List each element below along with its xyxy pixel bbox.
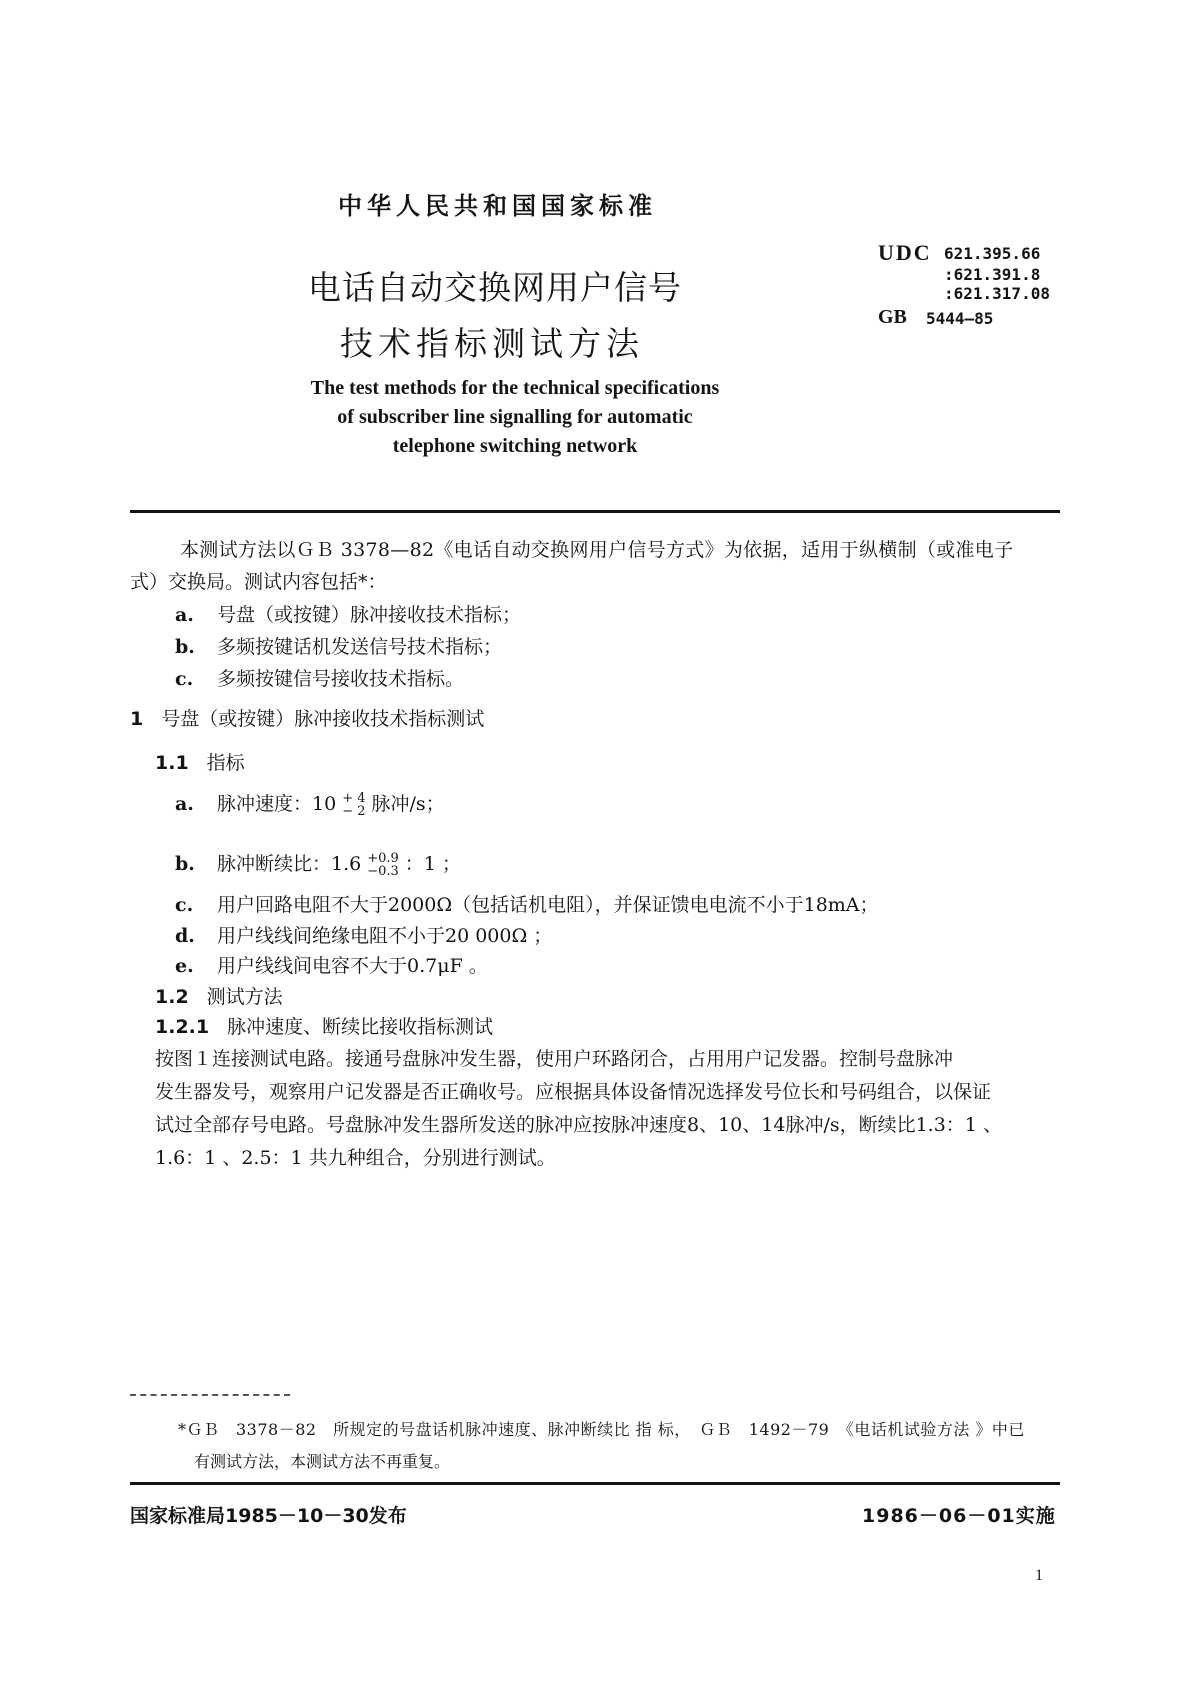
item-label: c.	[175, 894, 194, 916]
tolerance	[367, 852, 399, 878]
footer-divider	[130, 1482, 1060, 1485]
spec-capacitance	[175, 957, 488, 976]
udc-label: UDC	[878, 240, 932, 265]
effective-date: 1986－06－01实施	[862, 1505, 1056, 1527]
spec-pulse-speed	[175, 792, 445, 818]
item-label: c.	[175, 668, 194, 690]
section-title: 指标	[206, 752, 245, 774]
section-1-1-heading	[155, 748, 245, 775]
item-text: 多频按键信号接收技术指标。	[217, 668, 465, 690]
spec-insulation	[175, 927, 552, 946]
spec-prefix: 脉冲速度：10	[217, 793, 337, 815]
item-label: b.	[175, 853, 195, 875]
footnote-line2: 有测试方法，本测试方法不再重复。	[194, 1452, 451, 1471]
paragraph-line: 1.6：1 、2.5：1 共九种组合，分别进行测试。	[155, 1147, 556, 1169]
spec-prefix: 脉冲断续比：1.6	[217, 853, 362, 875]
section-1-2-1-heading	[155, 1012, 493, 1039]
spec-text: 用户线线间电容不大于0.7μF 。	[217, 955, 488, 977]
page-number: 1	[1035, 1567, 1043, 1584]
scope-item	[175, 606, 521, 625]
spec-text: 用户线线间绝缘电阻不小于20 000Ω ；	[217, 925, 553, 947]
item-label: d.	[175, 925, 195, 947]
section-number: 1.2	[155, 986, 189, 1008]
spec-loop-resistance	[175, 896, 879, 915]
tolerance-upper: +0.9	[367, 851, 399, 866]
gb-label: GB	[878, 306, 907, 328]
item-label: a.	[175, 604, 194, 626]
item-label: e.	[175, 955, 194, 977]
footnote-line1: *ＧＢ 3378－82 所规定的号盘话机脉冲速度、脉冲断续比 指 标， ＧＢ 1492－79 《电话机试验方法 》中已	[178, 1420, 1025, 1439]
title-cn-line2: 技术指标测试方法	[340, 324, 644, 363]
title-en-line2: of subscriber line signalling for automatic	[337, 406, 693, 428]
section-1-2-heading	[155, 982, 283, 1009]
spec-suffix: ：1 ；	[404, 853, 461, 875]
title-en-line3: telephone switching network	[392, 435, 638, 457]
header-divider	[130, 510, 1060, 513]
item-label: b.	[175, 636, 195, 658]
section-1-heading	[130, 704, 484, 731]
scope-item	[175, 638, 502, 657]
spec-break-ratio	[175, 852, 461, 878]
title-cn-line1: 电话自动交换网用户信号	[308, 268, 682, 307]
section-title: 号盘（或按键）脉冲接收技术指标测试	[161, 708, 485, 730]
udc-code: :621.391.8	[944, 265, 1041, 284]
tolerance-lower: −0.3	[367, 864, 399, 879]
intro-line2: 式）交换局。测试内容包括*：	[130, 571, 387, 593]
intro-line1: 本测试方法以ＧＢ 3378—82《电话自动交换网用户信号方式》为依据，适用于纵横制（或准电子	[180, 539, 1014, 561]
title-en-line1: The test methods for the technical specifications	[310, 377, 720, 399]
tolerance-lower: − 2	[342, 804, 366, 819]
paragraph-line: 按图１连接测试电路。接通号盘脉冲发生器，使用户环路闭合，占用用户记发器。控制号盘脉冲	[155, 1048, 954, 1070]
gb-number: 5444—85	[926, 309, 994, 328]
item-text: 号盘（或按键）脉冲接收技术指标；	[217, 604, 522, 626]
tolerance-upper: + 4	[342, 791, 366, 806]
section-number: 1.2.1	[155, 1016, 210, 1038]
national-standard-heading: 中华人民共和国国家标准	[338, 192, 657, 220]
item-text: 多频按键话机发送信号技术指标；	[217, 636, 503, 658]
paragraph-line: 试过全部存号电路。号盘脉冲发生器所发送的脉冲应按脉冲速度8、10、14脉冲/s，断续比1.3：1 、	[155, 1114, 1002, 1136]
spec-text: 用户回路电阻不大于2000Ω（包括话机电阻），并保证馈电电流不小于18mA；	[217, 894, 879, 916]
section-number: 1	[130, 708, 144, 730]
item-label: a.	[175, 793, 194, 815]
tolerance	[342, 792, 365, 818]
footnote-divider	[130, 1394, 290, 1396]
section-title: 脉冲速度、断续比接收指标测试	[227, 1016, 494, 1038]
section-title: 测试方法	[206, 986, 283, 1008]
udc-code: 621.395.66	[944, 244, 1041, 263]
issue-date: 国家标准局1985－10－30发布	[130, 1505, 407, 1527]
scope-item	[175, 670, 464, 689]
section-number: 1.1	[155, 752, 189, 774]
paragraph-line: 发生器发号，观察用户记发器是否正确收号。应根据具体设备情况选择发号位长和号码组合，以保证	[155, 1081, 992, 1103]
spec-suffix: 脉冲/s；	[371, 793, 445, 815]
udc-code: :621.317.08	[944, 284, 1050, 303]
